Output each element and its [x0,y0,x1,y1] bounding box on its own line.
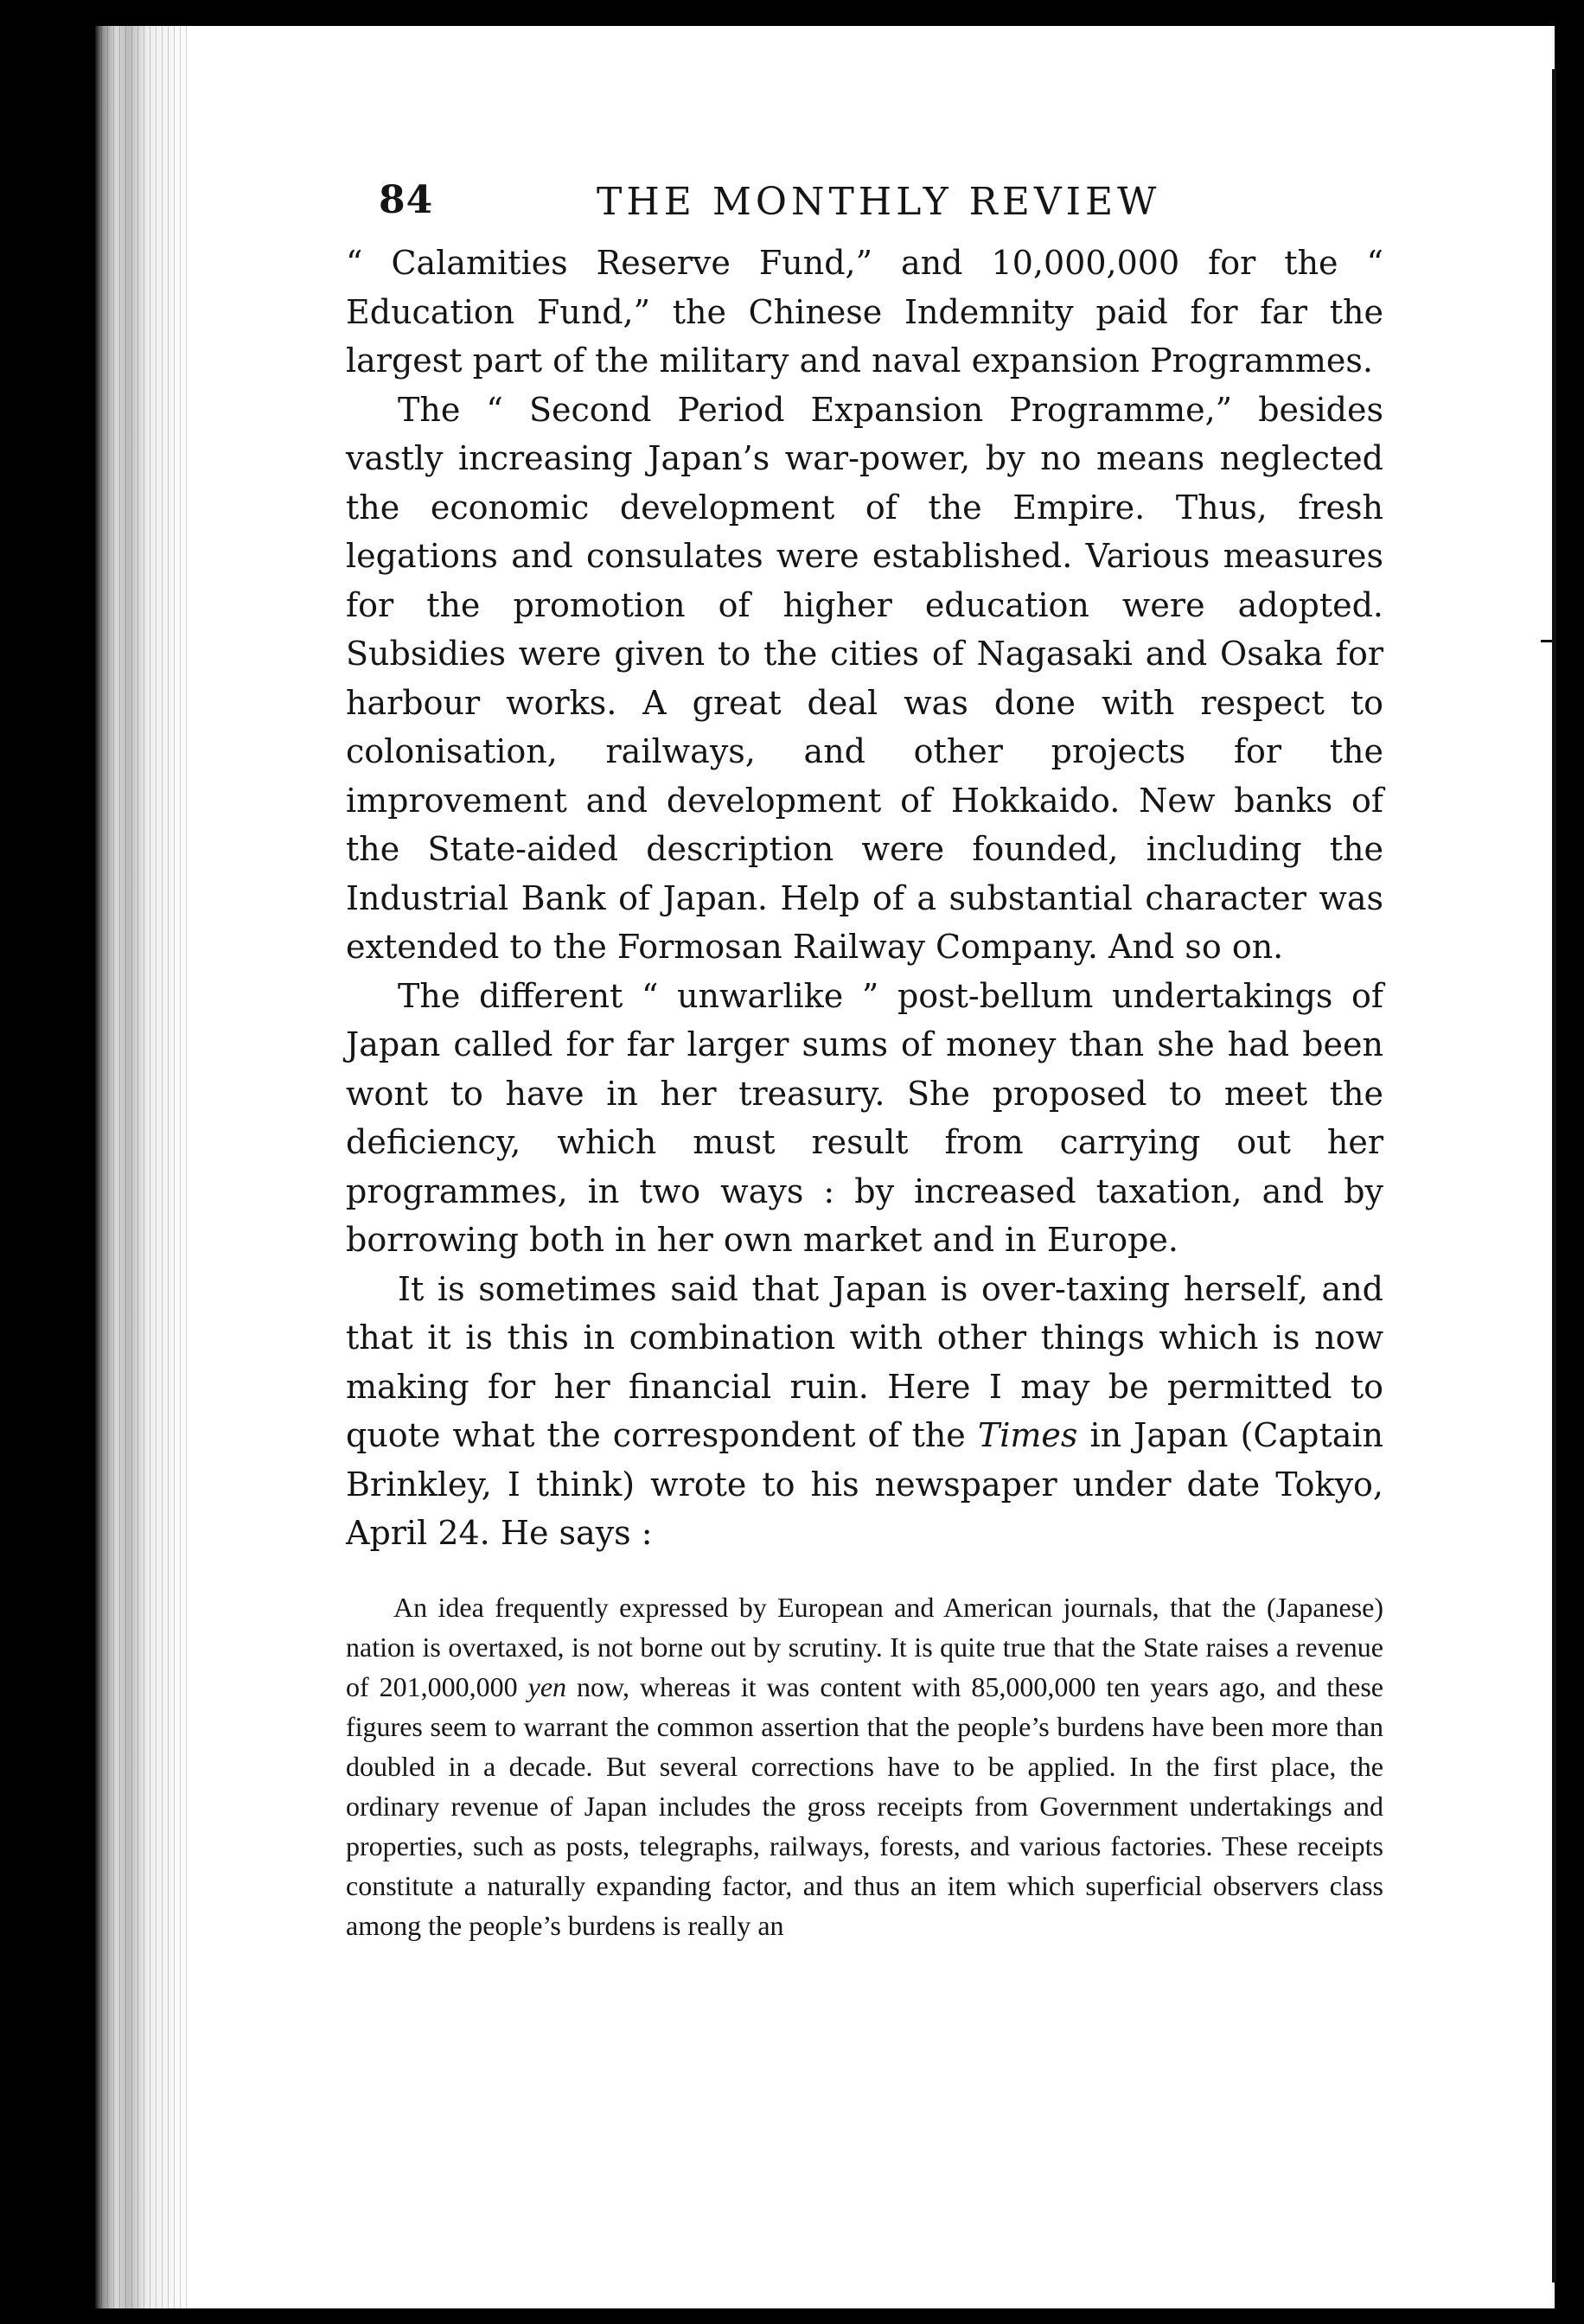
page-number: 84 [379,178,434,222]
block-quote-text-1: An idea frequently expressed by European and American journals, that the (Japanese) nation is overtaxed, is not borne out by scrutiny. It is quite true that the State raises a revenue of 201,000,000 [346,1591,1383,1702]
block-quote [346,1587,1383,1945]
paragraph-expansion-programme: The “ Second Period Expansion Programme,” besides vastly increasing Japan’s war-power, by no means neglected the economic development of the Empire. Thus, fresh legations and consulates were established. Various measures for the promotion of higher education were adopted. Subsidies were given to the cities of Nagasaki and Osaka for harbour works. A great deal was done with respect to colonisation, railways, and other projects for the improvement and development of Hokkaido. New banks of the State-aided description were founded, including the Industrial Bank of Japan. Help of a substantial character was extended to the Formosan Railway Company. And so on. [346,390,1383,966]
paragraph-unwarlike-undertakings: The different “ unwarlike ” post-bellum undertakings of Japan called for far larger sums of money than she had been wont to have in her treasury. She proposed to meet the deficiency, which must result from carrying out her programmes, in two ways : by increased taxation, and by borrowing both in her own market and in Europe. [346,976,1383,1259]
page-stack-edge [95,26,190,2308]
currency-term: yen [527,1670,567,1702]
newspaper-title: Times [977,1416,1078,1454]
paragraph-over-taxing-text-2: in Japan (Captain Brinkley, I think) wrote to his newspaper under date Tokyo, April 24. He says : [346,1416,1383,1552]
page-stack-lines [95,26,190,2308]
binding-edge-mark [1541,640,1555,642]
page-content [346,173,1383,1945]
block-quote-text-2: now, whereas it was content with 85,000,000 ten years ago, and these figures seem to warrant the common assertion that the people’s burdens have been more than doubled in a decade. But several corrections have to be applied. In the first place, the ordinary revenue of Japan includes the gross receipts from Government undertakings and properties, such as posts, telegraphs, railways, forests, and various factories. These receipts constitute a naturally expanding factor, and thus an item which superficial observers class among the people’s burdens is really an [346,1670,1384,1941]
binding-edge-rule [1552,69,1556,2282]
paragraph-continued: “ Calamities Reserve Fund,” and 10,000,000 for the “ Education Fund,” the Chinese Indemnity paid for far the largest part of the military and naval expansion Programmes. [346,244,1383,380]
paragraph-over-taxing [346,1265,1383,1558]
running-head [346,173,1383,233]
journal-title: THE MONTHLY REVIEW [597,180,1161,224]
paragraph-over-taxing-text-1: It is sometimes said that Japan is over-taxing herself, and that it is this in combination with other things which is now making for her financial ruin. Here I may be permitted to quote what the correspondent of the [346,1269,1383,1454]
